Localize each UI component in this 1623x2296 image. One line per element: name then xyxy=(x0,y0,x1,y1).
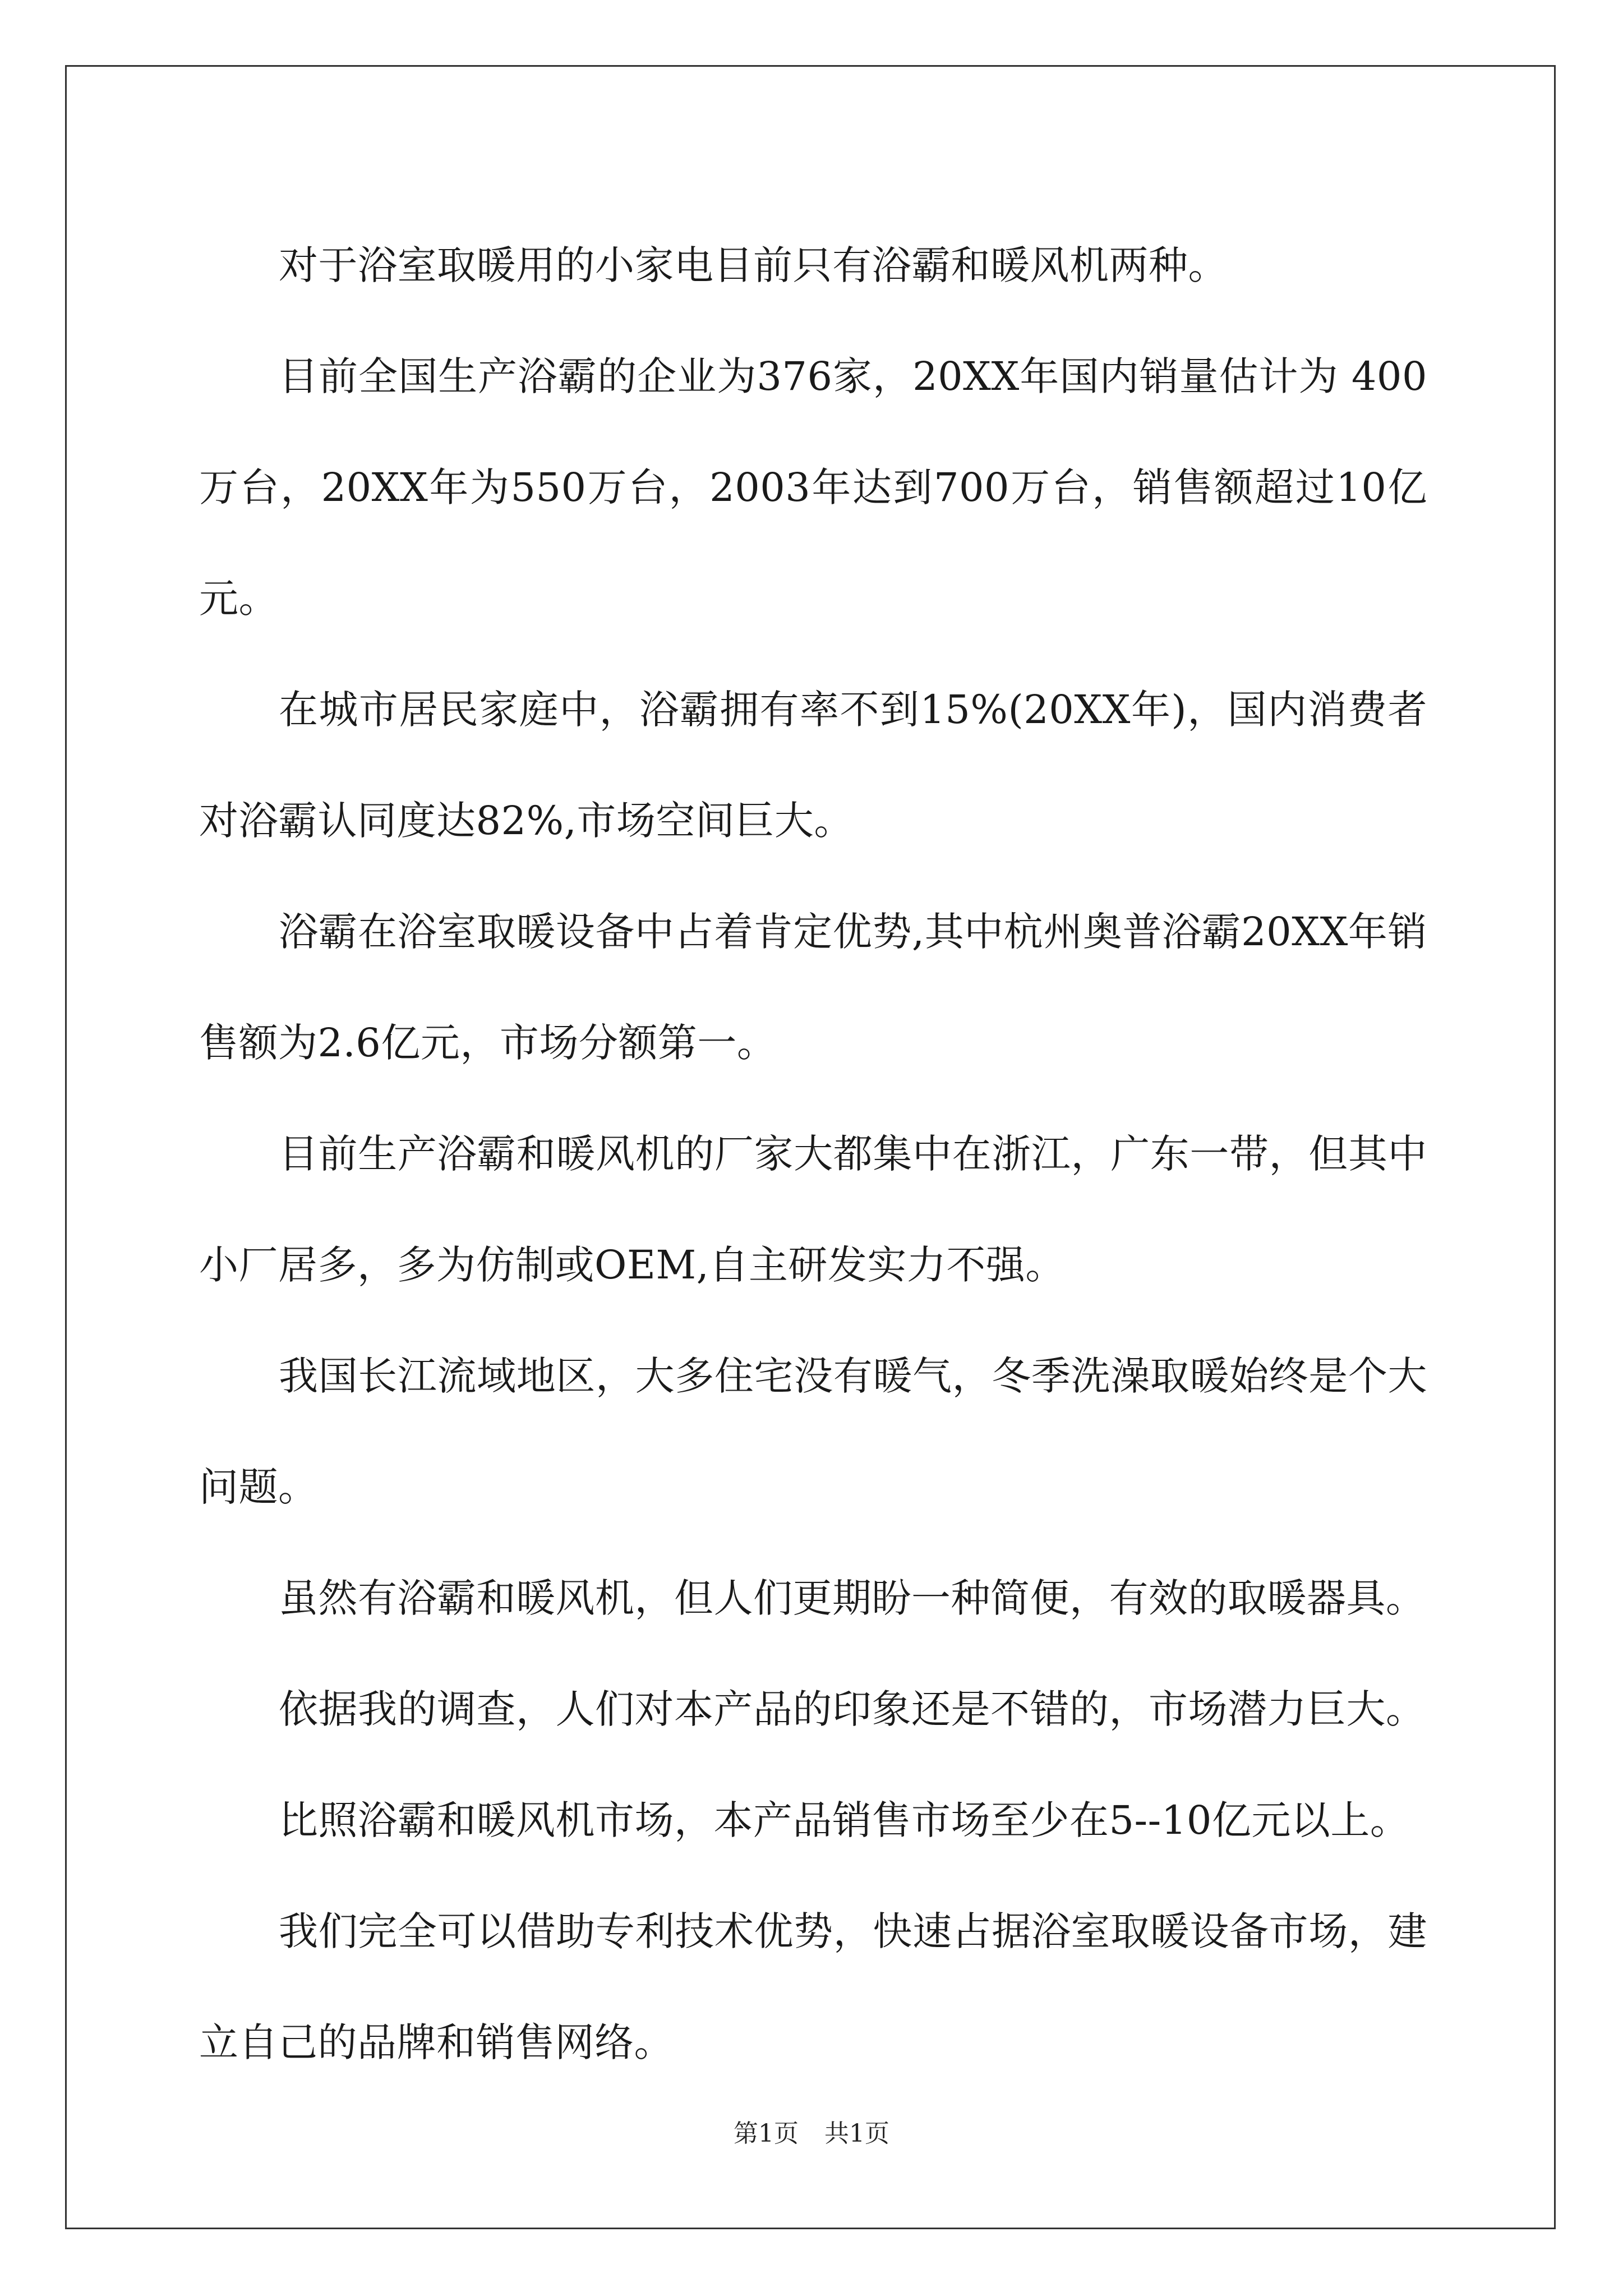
paragraph: 对于浴室取暖用的小家电目前只有浴霸和暖风机两种。 xyxy=(279,242,1228,288)
paragraph: 虽然有浴霸和暖风机，但人们更期盼一种简便，有效的取暖器具。 xyxy=(279,1575,1426,1621)
paragraph: 我国长江流域地区，大多住宅没有暖气，冬季洗澡取暖始终是个大问题。 xyxy=(199,1353,1427,1510)
paragraph: 依据我的调查，人们对本产品的印象还是不错的，市场潜力巨大。 xyxy=(279,1686,1426,1732)
page-number-current: 第1页 xyxy=(734,2119,799,2148)
paragraph: 我们完全可以借助专利技术优势，快速占据浴室取暖设备市场，建立自己的品牌和销售网络。 xyxy=(199,1908,1427,2065)
paragraph: 目前全国生产浴霸的企业为376家，20XX年国内销量估计为 400 万台，20XX年为550万台，2003年达到700万台，销售额超过10亿元。 xyxy=(199,353,1427,622)
paragraph: 比照浴霸和暖风机市场，本产品销售市场至少在5--10亿元以上。 xyxy=(279,1797,1410,1843)
paragraph: 目前生产浴霸和暖风机的厂家大都集中在浙江，广东一带，但其中小厂居多，多为仿制或OEM,自主研发实力不强。 xyxy=(199,1131,1427,1288)
paragraph: 在城市居民家庭中，浴霸拥有率不到15%(20XX年)，国内消费者对浴霸认同度达82%,市场空间巨大。 xyxy=(199,687,1427,844)
document-body xyxy=(199,210,1427,2098)
page-footer xyxy=(0,2117,1623,2151)
page-number-total: 共1页 xyxy=(824,2119,889,2148)
paragraph: 浴霸在浴室取暖设备中占着肯定优势,其中杭州奥普浴霸20XX年销售额为2.6亿元，市场分额第一。 xyxy=(199,909,1427,1066)
